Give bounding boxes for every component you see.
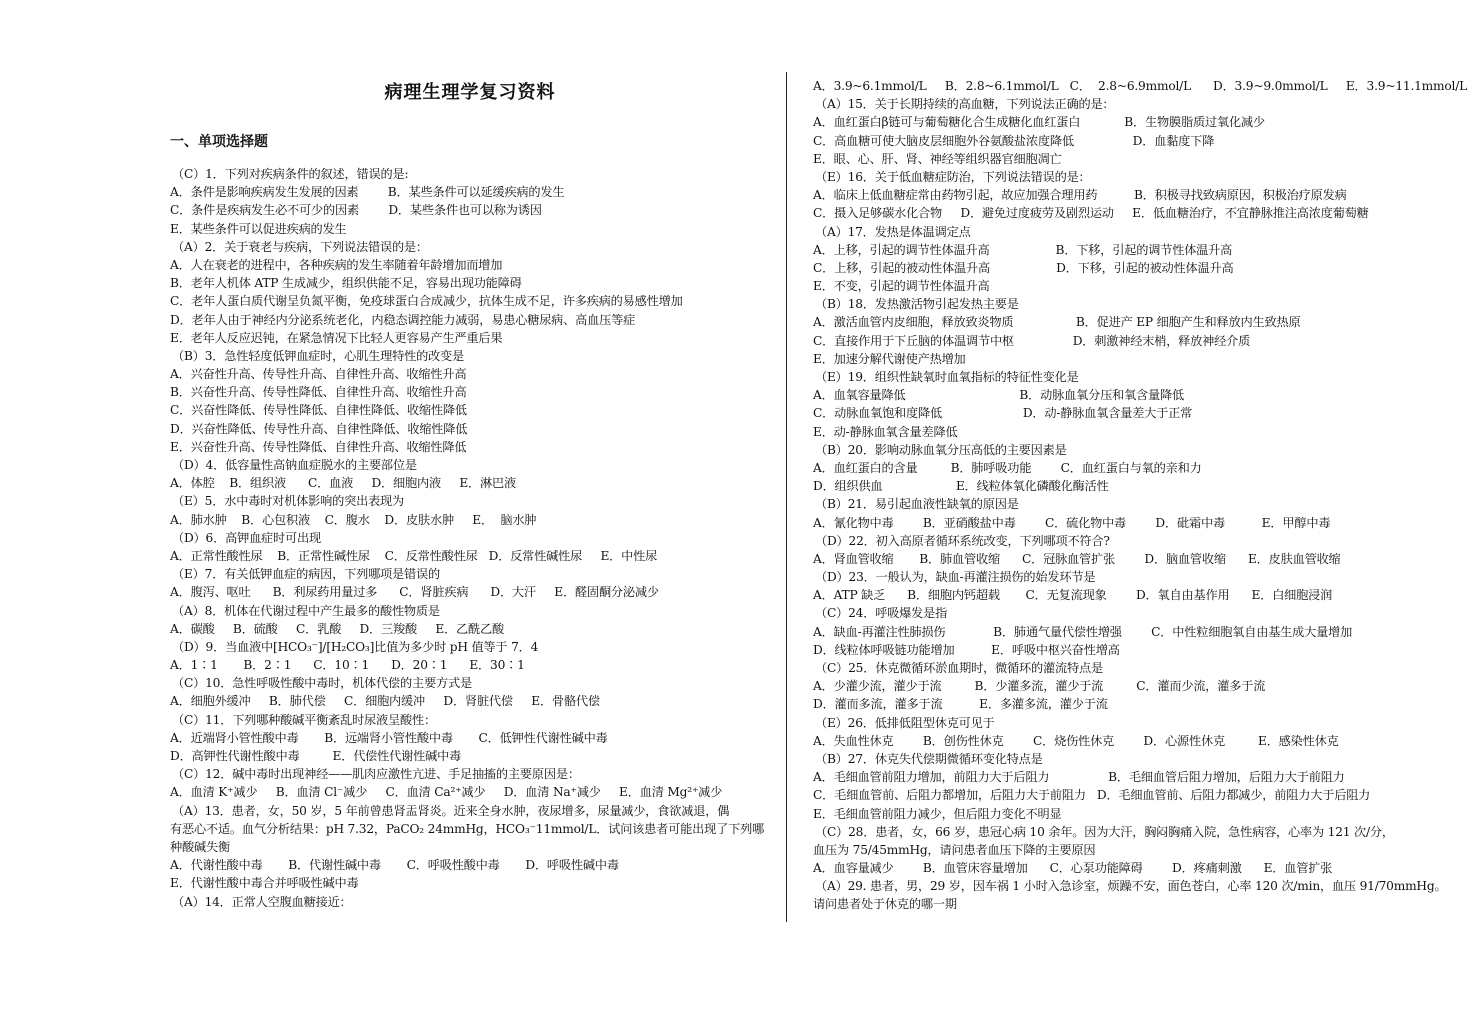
option-line: E．毛细血管前阻力减少，但后阻力变化不明显 [813,806,1062,821]
option-line: C．兴奋性降低、传导性降低、自律性降低、收缩性降低 [170,403,467,418]
option-line: A．毛细血管前阻力增加，前阻力大于后阻力 B．毛细血管后阻力增加，后阻力大于前阻力 [813,770,1345,785]
option-line: C．上移，引起的被动性体温升高 D．下移，引起的被动性体温升高 [813,260,1234,275]
option-line: A．碳酸 B．硫酸 C．乳酸 D．三羧酸 E．乙酰乙酸 [170,621,505,636]
question-line: （C）10．急性呼吸性酸中毒时，机体代偿的主要方式是 [172,676,472,691]
option-line: A．血红蛋白β链可与葡萄糖化合生成糖化血红蛋白 B．生物膜脂质过氧化减少 [813,115,1265,130]
option-line: B．兴奋性升高、传导性降低、自律性升高、收缩性升高 [170,385,467,400]
option-line: D．灌而多流，灌多于流 E．多灌多流，灌少于流 [813,697,1108,712]
question-line: （B）21．易引起血液性缺氧的原因是 [815,497,1019,512]
column-divider [786,72,787,922]
option-line: D．组织供血 E．线粒体氧化磷酸化酶活性 [813,479,1109,494]
option-line: D．兴奋性降低、传导性升高、自律性降低、收缩性降低 [170,421,468,436]
option-line: A．上移，引起的调节性体温升高 B．下移，引起的调节性体温升高 [813,242,1233,257]
option-line: A．人在衰老的进程中，各种疾病的发生率随着年龄增加而增加 [170,257,503,272]
option-line: E．动-静脉血氧含量差降低 [813,424,958,439]
option-line: D．高钾性代谢性酸中毒 E．代偿性代谢性碱中毒 [170,749,462,763]
option-line: C．毛细血管前、后阻力都增加，后阻力大于前阻力 D．毛细血管前、后阻力都减少，前阻力大于后阻力 [813,788,1371,803]
page-title: 病理生理学复习资料 [384,82,556,103]
option-line: E．不变，引起的调节性体温升高 [813,279,990,294]
question-line: （E）7．有关低钾血症的病因，下列哪项是错误的 [172,567,440,582]
option-line: B．老年人机体 ATP 生成减少，组织供能不足，容易出现功能障碍 [170,276,522,291]
option-line: C．老年人蛋白质代谢呈负氮平衡，免疫球蛋白合成减少，抗体生成不足，许多疾病的易感性增加 [170,294,683,309]
option-line: C．动脉血氧饱和度降低 D．动-静脉血氧含量差大于正常 [813,406,1193,421]
option-line: A．肾血管收缩 B．肺血管收缩 C．冠脉血管扩张 D．脑血管收缩 E．皮肤血管收缩 [813,551,1341,566]
question-line: （D）4．低容量性高钠血症脱水的主要部位是 [172,458,417,472]
question-line: （A）13．患者，女，50 岁，5 年前曾患肾盂肾炎。近来全身水肿，夜尿增多，尿量减少，食欲减退，偶 [172,803,730,818]
option-line: A．临床上低血糖症常由药物引起，故应加强合理用药 B．积极寻找致病原因，积极治疗原发病 [813,188,1347,203]
question-line: （C）11．下列哪种酸碱平衡紊乱时尿液呈酸性： [172,712,436,727]
question-line: （A）14．正常人空腹血糖接近： [172,894,352,909]
option-line: A．代谢性酸中毒 B．代谢性碱中毒 C．呼吸性酸中毒 D．呼吸性碱中毒 [170,858,619,873]
question-line: （E）5．水中毒时对机体影响的突出表现为 [172,494,405,509]
option-line: 种酸碱失衡 [170,839,230,854]
question-line: （D）22．初入高原者循环系统改变，下列哪项不符合? [815,533,1110,548]
option-line: A．激活血管内皮细胞，释放致炎物质 B．促进产 EP 细胞产生和释放内生致热原 [813,315,1301,330]
option-line: D．线粒体呼吸链功能增加 E．呼吸中枢兴奋性增高 [813,642,1120,657]
option-line: A．血清 K⁺减少 B．血清 Cl⁻减少 C．血清 Ca²⁺减少 D．血清 Na⁺减少 E．血清 Mg²⁺减少 [170,785,723,800]
option-line: E．兴奋性升高、传导性降低、自律性升高、收缩性降低 [170,439,467,454]
option-line: A．血容量减少 B．血管床容量增加 C．心泵功能障碍 D．疼痛刺激 E．血管扩张 [813,861,1333,876]
question-line: （C）12．碱中毒时出现神经——肌肉应激性亢进、手足抽搐的主要原因是： [172,767,580,782]
option-line: A．少灌少流，灌少于流 B．少灌多流，灌少于流 C．灌而少流，灌多于流 [813,679,1266,694]
option-line: E．某些条件可以促进疾病的发生 [170,221,347,236]
option-line: A．近端肾小管性酸中毒 B．远端肾小管性酸中毒 C．低钾性代谢性碱中毒 [170,730,608,745]
question-line: （C）28．患者，女，66 岁，患冠心病 10 余年。因为大汗，胸闷胸痛入院，急性病容，心率为 121 次/分， [815,824,1394,839]
question-line: （A）17．发热是体温调定点 [815,224,971,239]
option-line: A．ATP 缺乏 B．细胞内钙超载 C．无复流现象 D．氧自由基作用 E．白细胞浸润 [813,588,1333,603]
option-line: A．缺血-再灌注性肺损伤 B．肺通气量代偿性增强 C．中性粒细胞氧自由基生成大量增加 [813,624,1353,639]
question-line: （D）6．高钾血症时可出现 [172,530,321,545]
question-line: （E）16．关于低血糖症防治，下列说法错误的是： [815,169,1091,184]
left-text-block [170,165,790,911]
question-line: （C）25．休克微循环淤血期时，微循环的灌流特点是 [815,661,1103,675]
option-line: A．1∶1 B．2∶1 C．10∶1 D．20∶1 E．30∶1 [170,658,525,673]
question-line: （A）29. 患者，男，29 岁，因车祸 1 小时入急诊室，烦躁不安，面色苍白，心率 120 次/min，血压 91/70mmHg。 [815,879,1447,894]
question-line: （B）3．急性轻度低钾血症时，心肌生理特性的改变是 [172,348,465,363]
option-line: E．眼、心、肝、肾、神经等组织器官细胞凋亡 [813,151,1062,166]
option-line: E．代谢性酸中毒合并呼吸性碱中毒 [170,876,359,891]
option-line: A．氰化物中毒 B．亚硝酸盐中毒 C．硫化物中毒 D．砒霜中毒 E．甲醇中毒 [813,515,1331,530]
question-line: （E）19．组织性缺氧时血氧指标的特征性变化是 [815,370,1079,384]
option-line: C．直接作用于下丘脑的体温调节中枢 D．刺激神经末梢，释放神经介质 [813,333,1251,348]
question-line: （B）27．休克失代偿期微循环变化特点是 [815,751,1043,766]
question-line: （C）1．下列对疾病条件的叙述，错误的是: [172,167,409,181]
option-line: 请问患者处于休克的哪一期 [813,897,957,912]
option-line: C．高血糖可使大脑皮层细胞外谷氨酸盐浓度降低 D．血黏度下降 [813,133,1215,148]
question-line: （D）23．一般认为，缺血-再灌注损伤的始发环节是 [815,570,1096,585]
option-line: A．血红蛋白的含量 B．肺呼吸功能 C．血红蛋白与氧的亲和力 [813,460,1202,475]
option-line: C．条件是疾病发生必不可少的因素 D．某些条件也可以称为诱因 [170,203,542,218]
option-line: A．腹泻、呕吐 B．利尿药用量过多 C．肾脏疾病 D．大汗 E．醛固酮分泌减少 [170,585,659,600]
option-line: A．肺水肿 B．心包积液 C．腹水 D．皮肤水肿 E． 脑水肿 [170,512,537,527]
option-line: A．体腔 B．组织液 C．血液 D．细胞内液 E．淋巴液 [170,476,516,491]
question-line: （C）24．呼吸爆发是指 [815,606,948,621]
option-line: A．3.9~6.1mmol/L B．2.8~6.1mmol/L C． 2.8~6.9mmol/L D．3.9~9.0mmol/L E．3.9~11.1mmol/L [813,79,1468,93]
option-line: A．细胞外缓冲 B．肺代偿 C．细胞内缓冲 D．肾脏代偿 E．骨骼代偿 [170,694,600,709]
question-line: （B）20．影响动脉血氧分压高低的主要因素是 [815,442,1067,457]
option-line: A．兴奋性升高、传导性升高、自律性升高、收缩性升高 [170,367,467,382]
option-line: A．血氧容量降低 B．动脉血氧分压和氧含量降低 [813,388,1185,403]
option-line: E．老年人反应迟钝，在紧急情况下比轻人更容易产生严重后果 [170,330,503,345]
option-line: A．正常性酸性尿 B．正常性碱性尿 C．反常性酸性尿 D．反常性碱性尿 E．中性尿 [170,548,658,563]
right-text-block [813,77,1468,914]
question-line: （A）2．关于衰老与疾病，下列说法错误的是： [172,239,428,254]
section-heading: 一、单项选择题 [170,134,268,150]
question-line: （A）8．机体在代谢过程中产生最多的酸性物质是 [172,603,440,618]
question-line: （E）26．低排低阻型休克可见于 [815,715,995,730]
option-line: 血压为 75/45mmHg，请问患者血压下降的主要原因 [813,842,1096,857]
option-line: E．加速分解代谢使产热增加 [813,351,966,366]
option-line: 有恶心不适。血气分析结果：pH 7.32，PaCO₂ 24mmHg，HCO₃⁻11mmol/L．试问该患者可能出现了下列哪 [170,821,765,836]
question-line: （D）9．当血液中[HCO₃⁻]/[H₂CO₃]比值为多少时 pH 值等于 7．4 [172,639,539,654]
option-line: C．摄入足够碳水化合物 D．避免过度疲劳及剧烈运动 E．低血糖治疗，不宜静脉推注高浓度葡萄糖 [813,206,1369,221]
question-line: （A）15．关于长期持续的高血糖，下列说法正确的是： [815,97,1115,112]
question-line: （B）18．发热激活物引起发热主要是 [815,297,1019,312]
option-line: A．条件是影响疾病发生发展的因素 B．某些条件可以延缓疾病的发生 [170,185,565,200]
option-line: A．失血性休克 B．创伤性休克 C．烧伤性休克 D．心源性休克 E．感染性休克 [813,733,1339,748]
option-line: D．老年人由于神经内分泌系统老化，内稳态调控能力减弱，易患心糖尿病、高血压等症 [170,312,636,327]
